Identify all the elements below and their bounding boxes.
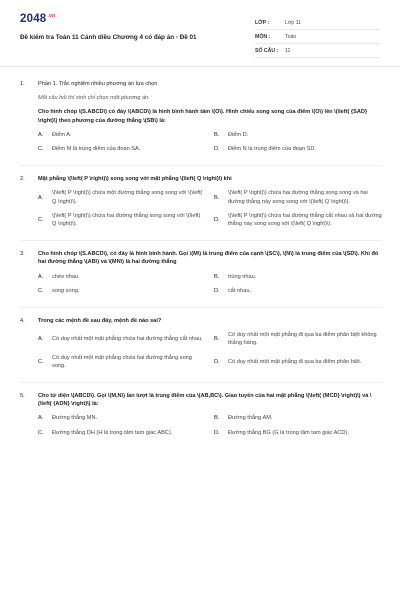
option-list <box>38 331 382 370</box>
option-letter: D. <box>214 429 220 436</box>
option-b[interactable] <box>214 131 382 139</box>
logo-suffix: .vn <box>47 13 56 20</box>
option-c[interactable] <box>38 429 206 437</box>
question-number: 3. <box>20 251 25 258</box>
option-letter: C. <box>38 216 44 223</box>
question <box>20 317 382 370</box>
divider <box>20 307 382 308</box>
meta-row-class <box>255 16 380 30</box>
option-text: song song. <box>52 287 80 294</box>
option-letter: A. <box>38 194 44 201</box>
option-letter: C. <box>38 146 44 153</box>
question <box>20 175 382 228</box>
option-letter: C. <box>38 429 44 436</box>
question-title <box>20 317 382 325</box>
exam-content <box>20 80 382 449</box>
exam-title: Đề kiểm tra Toán 11 Cánh diều Chương 4 có đáp án - Đề 01 <box>20 34 197 41</box>
option-text: \(\left( P \right)\) chứa hai đường thẳng cắt nhau và hai đường thẳng này song song với \(\left( Q \right)\). <box>228 212 382 228</box>
question <box>20 108 382 153</box>
question <box>20 392 382 437</box>
option-text: Có duy nhất một mặt phẳng đi qua ba điểm phân biệt. <box>228 358 362 365</box>
meta-value: Lớp 11 <box>285 19 301 26</box>
option-letter: D. <box>214 287 220 294</box>
option-d[interactable] <box>214 429 382 437</box>
option-text: Điểm A. <box>52 131 72 138</box>
question-number: 4. <box>20 318 25 325</box>
option-list <box>38 273 382 295</box>
option-letter: A. <box>38 415 44 422</box>
option-list <box>38 131 382 153</box>
divider <box>20 240 382 241</box>
option-a[interactable] <box>38 273 206 281</box>
question-number: 2. <box>20 176 25 183</box>
option-text: trùng nhau. <box>228 273 257 280</box>
option-text: Đường thẳng DH (H là trọng tâm tam giác ABC). <box>52 429 173 436</box>
option-b[interactable] <box>214 273 382 281</box>
option-letter: D. <box>214 358 220 365</box>
option-list <box>38 189 382 228</box>
section-heading <box>20 80 382 88</box>
option-text: cắt nhau. <box>228 287 252 294</box>
option-text: \(\left( P \right)\) chứa hai đường thẳng song song với \(\left( Q \right)\). <box>52 212 201 228</box>
option-text: Có duy nhất một mặt phẳng đi qua ba điểm phân biệt không thẳng hàng. <box>228 332 377 347</box>
meta-row-count <box>255 44 380 58</box>
option-d[interactable] <box>214 145 382 153</box>
option-text: Điểm D. <box>228 131 249 138</box>
option-text: Có duy nhất một mặt phẳng chứa hai đường thẳng song song. <box>52 354 192 369</box>
option-letter: A. <box>38 336 44 343</box>
question-number: 5. <box>20 393 25 400</box>
option-c[interactable] <box>38 145 206 153</box>
option-a[interactable] <box>38 131 206 139</box>
option-text: Có duy nhất một mặt phẳng chứa hai đường thẳng cắt nhau. <box>52 336 203 343</box>
meta-label: MÔN : <box>255 33 271 40</box>
site-logo[interactable] <box>20 13 55 25</box>
option-a[interactable] <box>38 331 206 347</box>
divider <box>20 382 382 383</box>
logo-text: 2048 <box>20 13 47 25</box>
option-d[interactable] <box>214 287 382 295</box>
section-hint: Mỗi câu hỏi thí sinh chỉ chọn một phương án. <box>38 95 150 102</box>
option-a[interactable] <box>38 189 206 205</box>
option-c[interactable] <box>38 354 206 370</box>
option-a[interactable] <box>38 414 206 422</box>
question-title <box>20 108 382 124</box>
option-c[interactable] <box>38 212 206 228</box>
option-list <box>38 414 382 436</box>
option-text: chéo nhau. <box>52 273 80 280</box>
option-b[interactable] <box>214 189 382 205</box>
question-text: Mặt phẳng \(\left( P \right)\) song song với mặt phẳng \(\left( Q \right)\) khi <box>38 176 232 183</box>
question-number <box>20 108 38 124</box>
option-text: \(\left( P \right)\) chứa hai đường thẳng song song và hai đường thẳng này song song với \(\left( Q \right)\). <box>228 190 368 205</box>
option-letter: A. <box>38 131 44 138</box>
option-letter: B. <box>214 194 220 201</box>
option-text: Điểm M là trung điểm của đoạn SA. <box>52 146 141 153</box>
meta-label: SỐ CÂU : <box>255 47 279 54</box>
option-text: Đường thẳng BG (G là trọng tâm tam giác ACD). <box>228 429 349 436</box>
option-letter: C. <box>38 358 44 365</box>
option-b[interactable] <box>214 331 382 347</box>
option-letter: B. <box>214 415 220 422</box>
question-text: Cho hình chóp \(S.ABCD\), có đáy là hình bình hành. Gọi \(M\) là trung điểm của cạnh \(SC\), \(N\) là trung điểm của \(SD\). Khi đó hai đường thẳng \(AB\) và \(MN\) là hai đường thẳng <box>38 251 379 266</box>
option-d[interactable] <box>214 212 382 228</box>
section-title: Phần 1. Trắc nghiệm nhiều phương án lựa chọn <box>38 81 158 87</box>
option-letter: B. <box>214 273 220 280</box>
exam-meta <box>255 16 380 58</box>
option-letter: B. <box>214 131 220 138</box>
section-number: 1. <box>20 81 25 87</box>
header <box>0 0 400 67</box>
option-letter: A. <box>38 273 44 280</box>
option-letter: B. <box>214 336 220 343</box>
option-b[interactable] <box>214 414 382 422</box>
meta-row-subject <box>255 30 380 44</box>
question-title <box>20 250 382 266</box>
option-c[interactable] <box>38 287 206 295</box>
meta-value: Toán <box>285 33 297 40</box>
option-d[interactable] <box>214 354 382 370</box>
option-text: Điểm N là trung điểm của đoạn SD. <box>228 146 316 153</box>
option-text: Đường thẳng MN. <box>52 415 98 422</box>
option-text: \(\left( P \right)\) chứa một đường thẳng song song với \(\left( Q \right)\). <box>52 190 203 205</box>
question-title <box>20 175 382 183</box>
meta-value: 11 <box>285 47 291 54</box>
divider <box>20 165 382 166</box>
question-text: Trong các mệnh đề sau đây, mệnh đề nào sai? <box>38 318 162 325</box>
option-letter: D. <box>214 146 220 153</box>
question-title <box>20 392 382 408</box>
question-text: Cho tứ diện \(ABCD\). Gọi \(M,N\) lần lượt là trung điểm của \(AB,BC\). Giao tuyến của hai mặt phẳng \(\left( {MCD} \right)\) và \(\left( {ADN} \right)\) là: <box>38 393 372 408</box>
meta-label: LỚP : <box>255 19 270 26</box>
option-text: Đường thẳng AM. <box>228 415 273 422</box>
option-letter: C. <box>38 287 44 294</box>
question-text: Cho hình chóp \(S.ABCD\) có đáy \(ABCD\) là hình bình hành tâm \(O\). Hình chiếu song song của điểm \(O\) lên \(\left( {SAD} \right)\) theo phương của đường thẳng \(SB\) là: <box>38 109 368 124</box>
question <box>20 250 382 295</box>
option-letter: D. <box>214 216 220 223</box>
